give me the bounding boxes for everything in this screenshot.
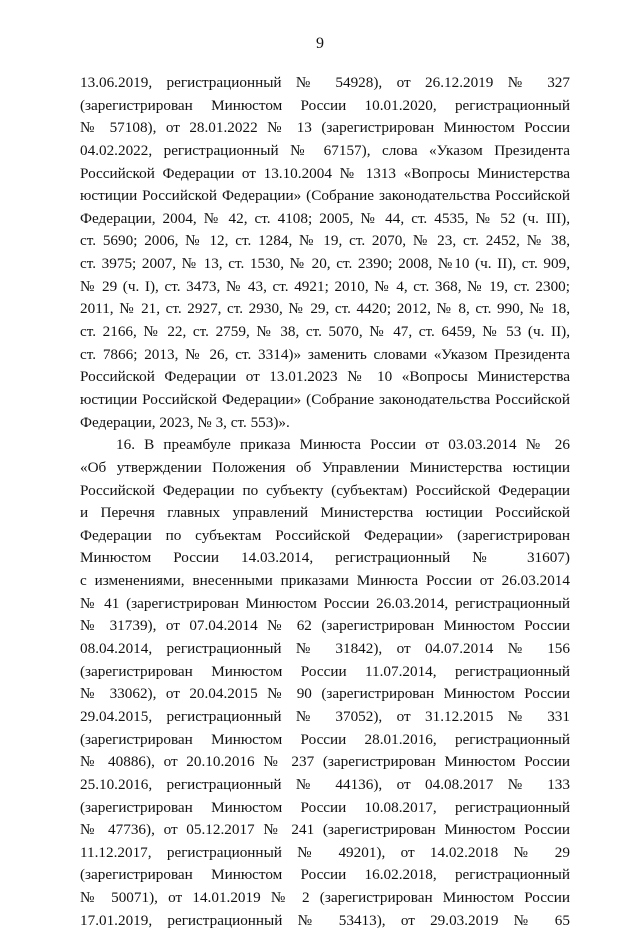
text-line: 04.02.2022, регистрационный № 67157), слова «Указом Президента [80, 141, 570, 159]
text-line: ст. 2166, № 22, ст. 2759, № 38, ст. 5070, № 47, ст. 6459, № 53 (ч. II), [80, 323, 570, 341]
document-body [80, 72, 570, 932]
text-line: 29.04.2015, регистрационный № 37052), от 31.12.2015 № 331 [80, 707, 570, 725]
text-line: 25.10.2016, регистрационный № 44136), от 04.08.2017 № 133 [80, 775, 570, 793]
text-line: 16. В преамбуле приказа Минюста России от 03.03.2014 № 26 [116, 436, 570, 454]
text-line: (зарегистрирован Минюстом России 16.02.2018, регистрационный [80, 866, 570, 884]
text-line: (зарегистрирован Минюстом России 11.07.2014, регистрационный [80, 662, 570, 680]
text-line: Российской Федерации от 13.01.2023 № 10 «Вопросы Министерства [80, 368, 570, 386]
page-number: 9 [316, 35, 324, 52]
text-line: № 47736), от 05.12.2017 № 241 (зарегистрирован Минюстом России [80, 821, 570, 839]
text-line: юстиции Российской Федерации» (Собрание законодательства Российской [80, 187, 570, 205]
text-line: № 57108), от 28.01.2022 № 13 (зарегистрирован Минюстом России [80, 119, 570, 137]
text-line: Российской Федерации от 13.10.2004 № 1313 «Вопросы Министерства [80, 164, 570, 182]
text-line: № 33062), от 20.04.2015 № 90 (зарегистрирован Минюстом России [80, 685, 570, 703]
text-line: Минюстом России 14.03.2014, регистрационный № 31607) [80, 549, 570, 567]
text-line: ст. 7866; 2013, № 26, ст. 3314)» заменить словами «Указом Президента [80, 345, 570, 363]
text-line: ст. 5690; 2006, № 12, ст. 1284, № 19, ст. 2070, № 23, ст. 2452, № 38, [80, 232, 570, 250]
text-line: (зарегистрирован Минюстом России 28.01.2016, регистрационный [80, 730, 570, 748]
text-line: № 40886), от 20.10.2016 № 237 (зарегистрирован Минюстом России [80, 753, 570, 771]
text-line: и Перечня главных управлений Министерства юстиции Российской [80, 504, 570, 522]
text-line: Федерации, 2023, № 3, ст. 553)». [80, 413, 290, 431]
text-line: 13.06.2019, регистрационный № 54928), от 26.12.2019 № 327 [80, 74, 570, 91]
text-line: юстиции Российской Федерации» (Собрание законодательства Российской [80, 390, 570, 408]
text-line: Российской Федерации по субъекту (субъектам) Российской Федерации [80, 481, 570, 499]
text-line: Федерации по субъектам Российской Федерации» (зарегистрирован [80, 526, 570, 544]
text-line: (зарегистрирован Минюстом России 10.01.2020, регистрационный [80, 96, 570, 114]
text-line: 08.04.2014, регистрационный № 31842), от 04.07.2014 № 156 [80, 640, 570, 658]
text-line: ст. 3975; 2007, № 13, ст. 1530, № 20, ст. 2390; 2008, №10 (ч. II), ст. 909, [80, 255, 570, 273]
text-line: № 29 (ч. I), ст. 3473, № 43, ст. 4921; 2010, № 4, ст. 368, № 19, ст. 2300; [80, 277, 570, 295]
text-line: «Об утверждении Положения об Управлении Министерства юстиции [80, 458, 570, 476]
text-line: № 41 (зарегистрирован Минюстом России 26.03.2014, регистрационный [80, 594, 570, 612]
text-line: 2011, № 21, ст. 2927, ст. 2930, № 29, ст. 4420; 2012, № 8, ст. 990, № 18, [80, 300, 570, 318]
text-line: 11.12.2017, регистрационный № 49201), от 14.02.2018 № 29 [80, 843, 570, 861]
text-line: 17.01.2019, регистрационный № 53413), от 29.03.2019 № 65 [80, 911, 570, 929]
text-line: Федерации, 2004, № 42, ст. 4108; 2005, № 44, ст. 4535, № 52 (ч. III), [80, 209, 570, 227]
text-line: (зарегистрирован Минюстом России 10.08.2017, регистрационный [80, 798, 570, 816]
text-line: № 31739), от 07.04.2014 № 62 (зарегистрирован Минюстом России [80, 617, 570, 635]
text-line: № 50071), от 14.01.2019 № 2 (зарегистрирован Минюстом России [80, 889, 570, 907]
text-line: с изменениями, внесенными приказами Минюста России от 26.03.2014 [80, 572, 570, 590]
